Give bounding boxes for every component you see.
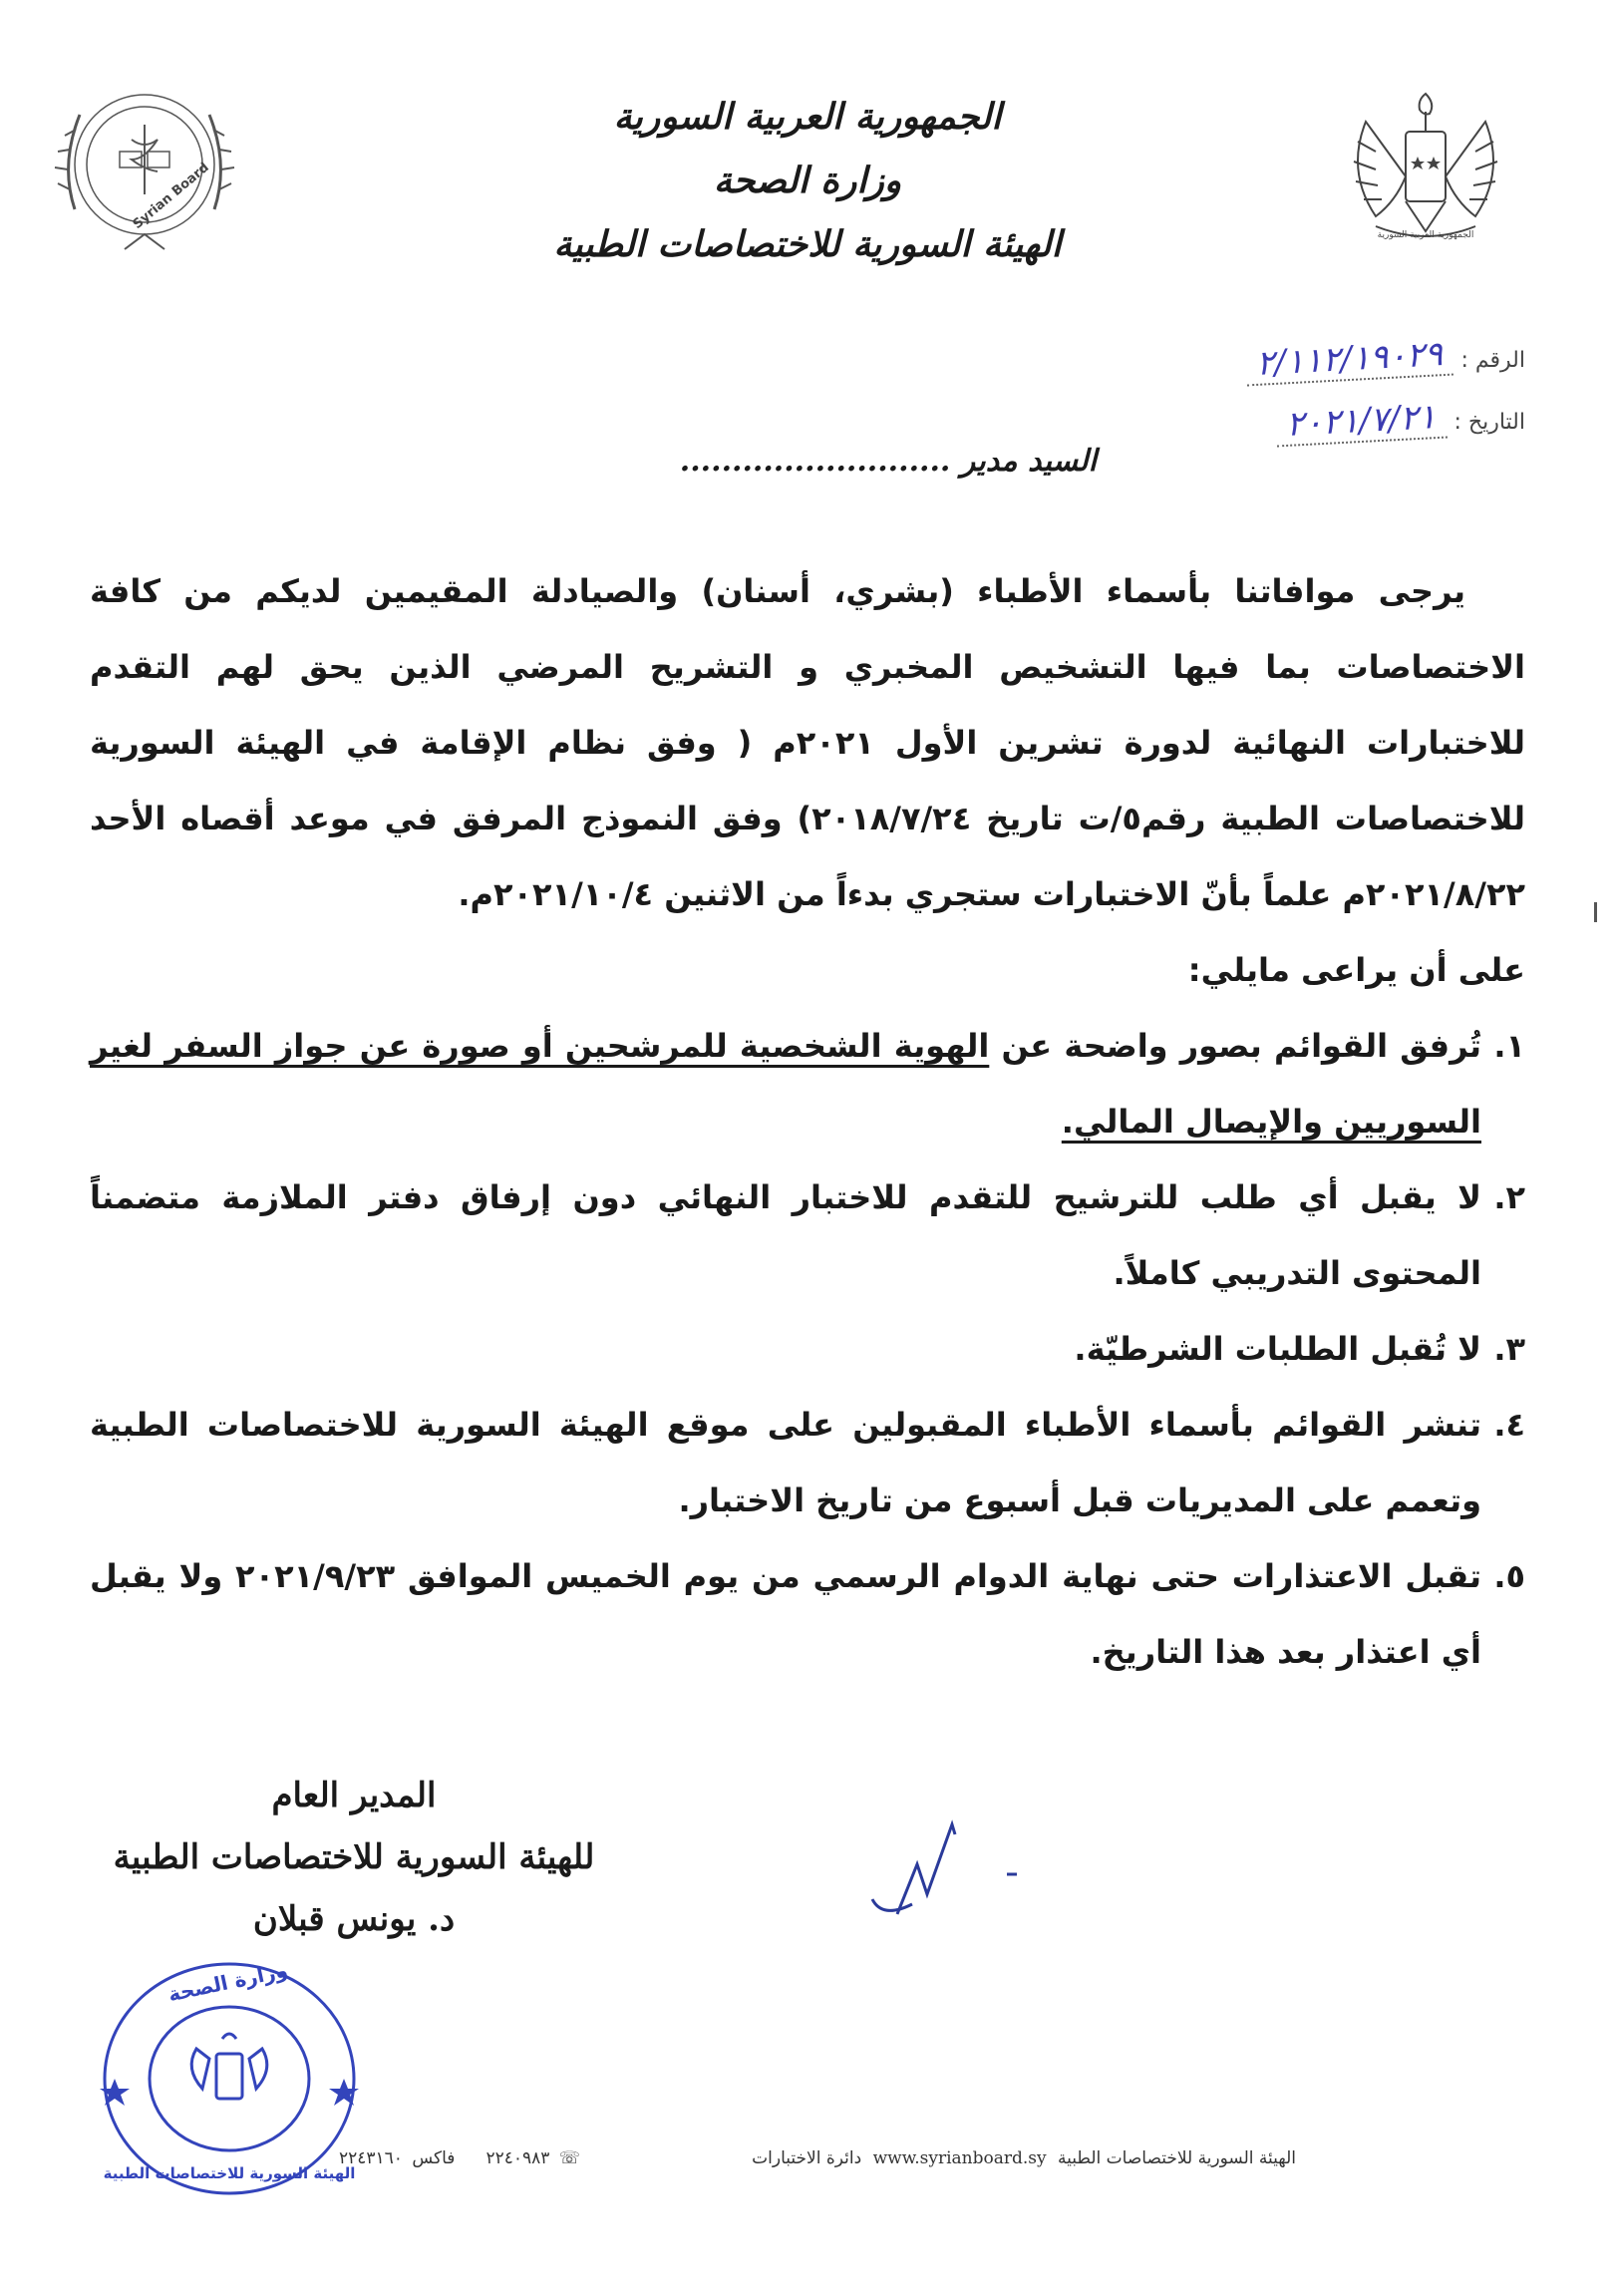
footer-fax-label: فاكس: [412, 2148, 456, 2168]
reference-block: [927, 329, 1525, 453]
condition-text-part: تُرفق القوائم بصور واضحة عن: [989, 1027, 1482, 1065]
official-stamp: [85, 1939, 374, 2208]
footer-website[interactable]: www.syrianboard.sy: [872, 2148, 1047, 2168]
condition-number: ٢.: [1493, 1178, 1525, 1216]
letterhead: [439, 85, 1176, 276]
letter-body: [90, 553, 1525, 1690]
emblem-banner-text: الجمهورية العربية السورية: [1377, 230, 1474, 240]
footer-fax: ٢٢٤٣١٦٠: [339, 2148, 403, 2168]
syrian-eagle-emblem: [1336, 82, 1515, 251]
logo-text: Syrian Board: [130, 160, 212, 232]
intro-paragraph: يرجى موافاتنا بأسماء الأطباء (بشري، أسنان) والصيادلة المقيمين لديكم من كافة الاختصاصات بما فيها التشخيص المخبري و التشريح المرضي الذين يحق لهم التقدم للاختبارات النهائية لدورة تشرين الأول ٢٠٢١م ( وفق نظام الإقامة في الهيئة السورية للاختصاصات الطبية رقم٥/ت تاريخ ٢٠١٨/٧/٢٤) وفق النموذج المرفق في موعد أقصاه الأحد ٢٠٢١/٨/٢٢م علماً بأنّ الاختبارات ستجري بدءاً من الاثنين ٢٠٢١/١٠/٤م.: [90, 572, 1526, 913]
footer-phone: ٢٢٤٠٩٨٣: [485, 2148, 550, 2168]
stamp-bottom-text: الهيئة السورية للاختصاصات الطبية: [103, 2164, 356, 2182]
condition-item: [90, 1538, 1525, 1690]
signatory-organization: للهيئة السورية للاختصاصات الطبية: [113, 1837, 595, 1877]
condition-text: [90, 1008, 1481, 1159]
signatory-title: المدير العام: [271, 1776, 437, 1815]
handwritten-signature: [857, 1804, 1077, 1934]
commission-name: الهيئة السورية للاختصاصات الطبية: [553, 223, 1062, 265]
condition-text: لا تُقبل الطلبات الشرطيّة.: [1074, 1330, 1481, 1368]
condition-item: [90, 1159, 1525, 1311]
condition-underlined-text: الهوية الشخصية للمرشحين أو صورة عن جواز السفر لغير السوريين والإيصال المالي.: [90, 1027, 1481, 1141]
condition-number: ٣.: [1493, 1330, 1525, 1368]
conditions-list: [90, 1008, 1525, 1690]
reference-number-row: [927, 329, 1525, 391]
footer-contact-group: [339, 2148, 584, 2168]
condition-number: ٥.: [1493, 1557, 1525, 1595]
country-name: الجمهورية العربية السورية: [613, 96, 1002, 138]
footer-organization: الهيئة السورية للاختصاصات الطبية: [1058, 2148, 1296, 2168]
condition-text: تنشر القوائم بأسماء الأطباء المقبولين على موقع الهيئة السورية للاختصاصات الطبية وتعمم على المديريات قبل أسبوع من تاريخ الاختبار.: [90, 1406, 1481, 1519]
condition-item: [90, 1311, 1525, 1387]
condition-item: [90, 1387, 1525, 1538]
syrian-board-logo: [40, 60, 249, 269]
condition-text: تقبل الاعتذارات حتى نهاية الدوام الرسمي من يوم الخميس الموافق ٢٠٢١/٩/٢٣ ولا يقبل أي اعتذار بعد هذا التاريخ.: [90, 1557, 1482, 1671]
signature-block: [75, 1765, 633, 1950]
ministry-name: وزارة الصحة: [713, 160, 902, 201]
reference-date-value: ٢٠٢١/٧/٢١: [1275, 397, 1448, 448]
phone-icon: ☏: [558, 2148, 581, 2168]
addressee: السيد مدير ..........................: [679, 444, 1097, 479]
signatory-name: د. يونس قبلان: [252, 1899, 456, 1939]
margin-mark: [1594, 902, 1597, 922]
condition-text: لا يقبل أي طلب للترشيح للتقدم للاختبار النهائي دون إرفاق دفتر الملازمة متضمناً المحتوى التدريبي كاملاً.: [90, 1178, 1481, 1292]
condition-number: ٤.: [1493, 1406, 1525, 1444]
footer-department: دائرة الاختبارات: [752, 2148, 862, 2168]
reference-date-label: التاريخ :: [1454, 409, 1525, 435]
footer-organization-group: [752, 2148, 1296, 2168]
reference-number-label: الرقم :: [1460, 347, 1525, 373]
condition-number: ١.: [1493, 1027, 1525, 1065]
condition-item: [90, 1008, 1525, 1159]
reference-number-value: ٢/١١٢/١٩٠٢٩: [1245, 334, 1454, 387]
stamp-top-text: وزارة الصحة: [165, 1957, 290, 2007]
conditions-intro: على أن يراعى مايلي:: [1187, 951, 1525, 989]
letter-footer: [339, 2148, 1296, 2168]
